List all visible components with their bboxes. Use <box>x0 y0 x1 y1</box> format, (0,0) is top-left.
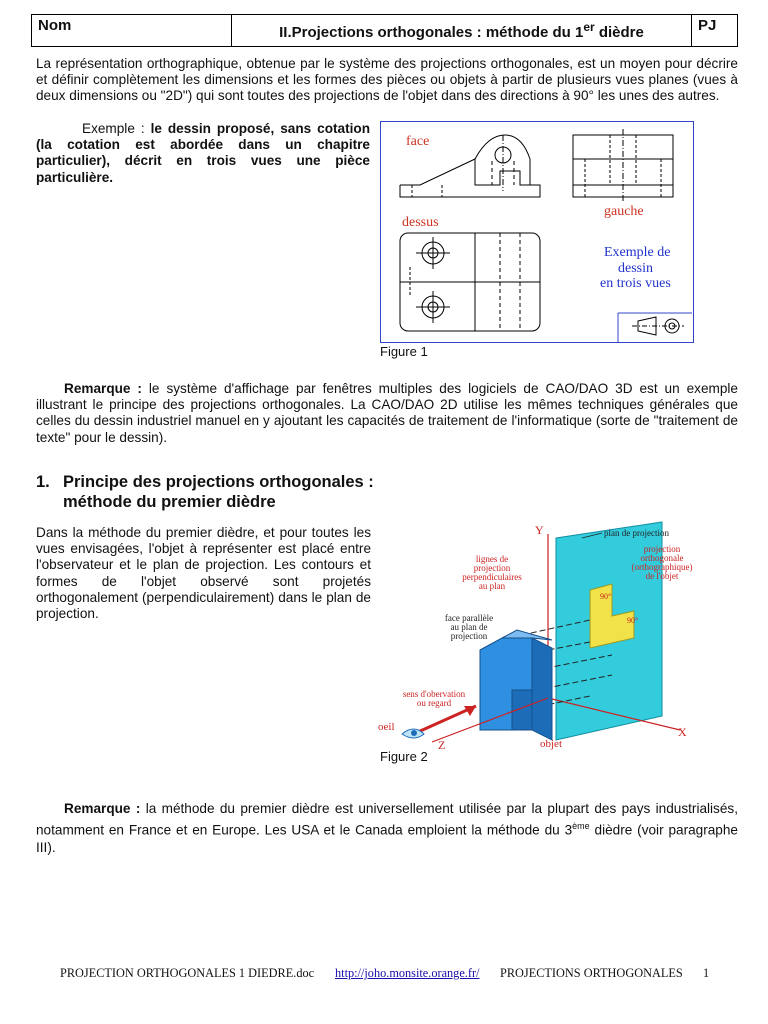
svg-text:au plan: au plan <box>478 581 506 591</box>
svg-text:projection: projection <box>643 544 681 554</box>
label-exemple-2: dessin <box>618 261 653 276</box>
header-table <box>31 14 738 47</box>
remarque2-text: la méthode du premier dièdre est universellement utilisée par la plupart des pays industrialisés, notamment en France et en Europe. Les USA et le Canada emploient la méthode du 3 <box>36 801 738 838</box>
label-sens <box>403 689 466 708</box>
svg-text:orthogonale: orthogonale <box>640 553 684 563</box>
section1-number: 1. <box>36 473 50 491</box>
remarque2-text-end: dièdre (voir paragraphe III). <box>36 822 738 855</box>
footer-file: PROJECTION ORTHOGONALES 1 DIEDRE.doc <box>60 966 315 980</box>
axis-z-label: Z <box>438 738 446 752</box>
svg-text:projection: projection <box>450 631 488 641</box>
header-title: II.Projections orthogonales : méthode du 1er dièdre <box>232 15 692 47</box>
axis-x-label: X <box>678 725 687 739</box>
svg-text:au plan de: au plan de <box>450 622 488 632</box>
figure1-drawing <box>380 121 694 343</box>
section1-title-line1: Principe des projections orthogonales : <box>63 473 374 491</box>
intro-paragraph: La représentation orthographique, obtenue par le système des projections orthogonales, est un moyen pour décrire et définir complètement les dimensions et les formes des pièces ou objets à partir de plusieurs vues planes (vues à deux dimensions ou "2D") qui sont toutes des projections de l'objet dans des directions à 90° les unes des autres. <box>36 56 738 104</box>
label-gauche: gauche <box>604 204 644 219</box>
figure1-frame <box>381 122 694 343</box>
label-face-parallele <box>445 613 493 641</box>
angle-label-2: 90° <box>627 616 639 625</box>
example-paragraph <box>36 121 370 186</box>
footer-title: PROJECTIONS ORTHOGONALES <box>500 966 683 980</box>
label-exemple-1: Exemple de <box>604 245 671 260</box>
remarque2-sup: ème <box>572 820 590 831</box>
label-oeil: oeil <box>378 721 395 733</box>
figure2-drawing <box>372 520 708 752</box>
section1-title-line2: méthode du premier dièdre <box>63 493 276 511</box>
example-prefix: Exemple : <box>82 121 151 136</box>
remarque1-paragraph <box>36 381 738 446</box>
section1-paragraph: Dans la méthode du premier dièdre, et pour toutes les vues envisagées, l'objet à représenter est placé entre l'observateur et le plan de projection. Les contours et formes de l'objet observé sont projetés orthogonalement (perpendiculairement) dans le plan de projection. <box>36 525 371 622</box>
remarque2-label: Remarque : <box>64 801 141 816</box>
label-objet: objet <box>540 738 562 750</box>
remarque2-paragraph <box>36 800 738 856</box>
svg-text:sens d'obervation: sens d'obervation <box>402 689 466 699</box>
svg-text:(orthographique): (orthographique) <box>631 562 693 572</box>
label-dessus: dessus <box>402 215 439 230</box>
figure1-caption: Figure 1 <box>380 344 428 359</box>
footer-link[interactable]: http://joho.monsite.orange.fr/ <box>335 966 480 980</box>
svg-text:face parallèle: face parallèle <box>444 613 494 623</box>
svg-text:de l'objet: de l'objet <box>645 571 679 581</box>
label-plan: plan de projection <box>604 528 669 538</box>
label-exemple-3: en trois vues <box>600 276 671 291</box>
remarque1-label: Remarque : <box>64 381 142 396</box>
label-face: face <box>406 134 430 149</box>
axis-y-label: Y <box>535 523 544 537</box>
object-block <box>480 630 552 740</box>
svg-text:perpendiculaires: perpendiculaires <box>462 572 522 582</box>
svg-text:ou regard: ou regard <box>416 698 452 708</box>
footer-page: 1 <box>703 966 710 980</box>
header-nom: Nom <box>32 15 232 47</box>
label-lignes <box>462 554 522 591</box>
angle-label-1: 90° <box>600 592 612 601</box>
svg-text:projection: projection <box>473 563 511 573</box>
header-pj: PJ <box>692 15 738 47</box>
figure2-caption: Figure 2 <box>380 749 428 764</box>
remarque1-text: le système d'affichage par fenêtres multiples des logiciels de CAO/DAO 3D est un exemple illustrant le principe des projections orthogonales. La CAO/DAO 2D utilise les mêmes techniques générales que celles du dessin industriel manuel en y ajoutant les capacités de traitement de l'informatique (sorte de "traitement de texte" pour le dessin). <box>36 381 738 445</box>
svg-text:lignes de: lignes de <box>475 554 509 564</box>
example-bold: le dessin proposé, sans cotation (la cotation est abordée dans un chapitre particulier), décrit en trois vues une pièce particulière. <box>36 121 370 185</box>
